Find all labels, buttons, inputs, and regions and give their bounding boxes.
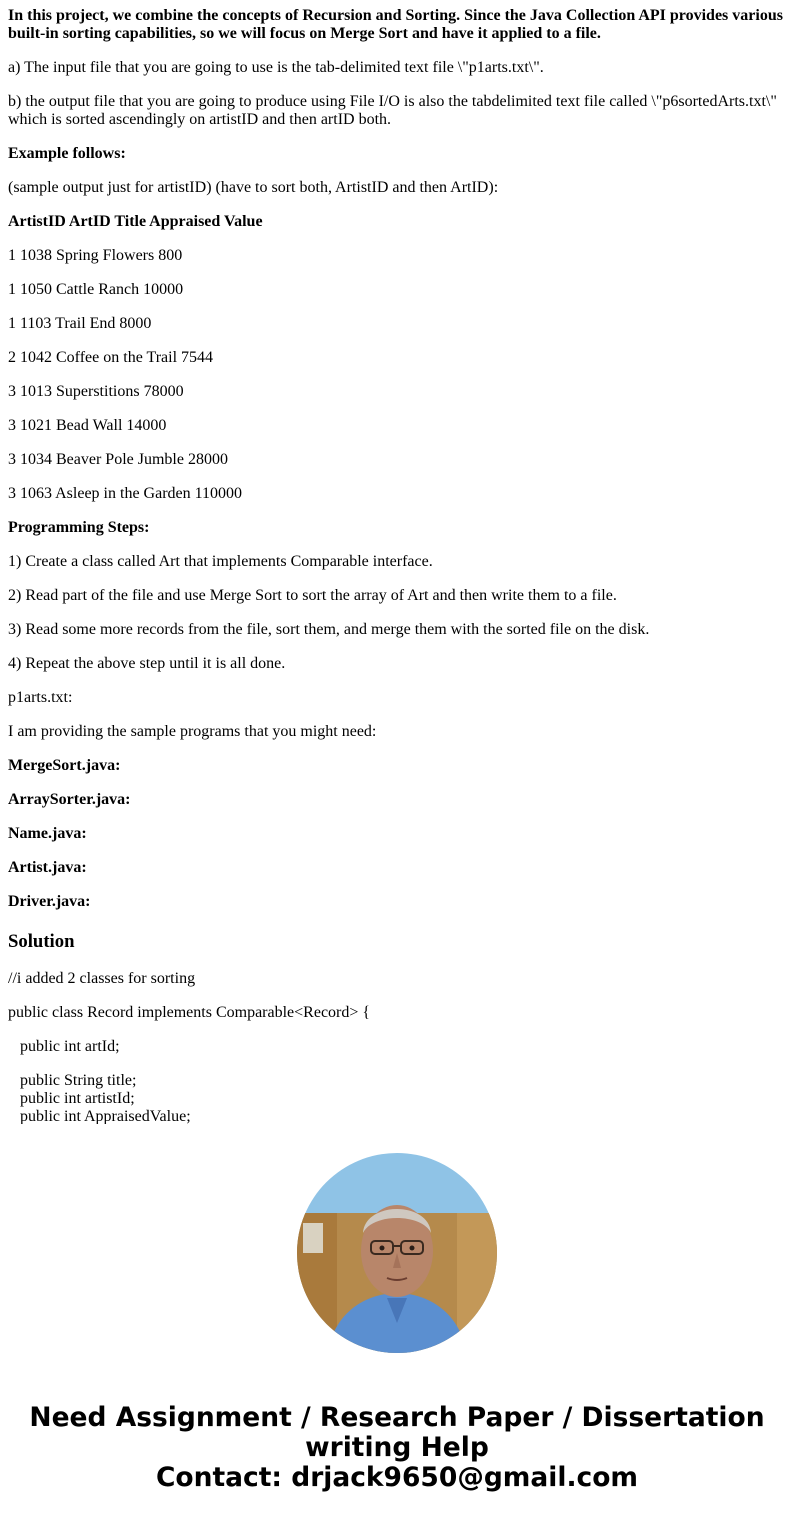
input-file-label: p1arts.txt: bbox=[8, 689, 73, 706]
table-row: 3 1021 Bead Wall 14000 bbox=[8, 417, 167, 434]
code-field-line: public int artistId; bbox=[8, 1090, 135, 1107]
banner-line: Need Assignment / Research Paper / Dissertation bbox=[29, 1402, 765, 1433]
steps-heading: Programming Steps: bbox=[8, 519, 150, 536]
part-b-paragraph: b) the output file that you are going to produce using File I/O is also the tabdelimited text file called \"p6sortedArts.txt\" which is sorted ascendingly on artistID and then artID both. bbox=[8, 93, 777, 128]
promo-banner bbox=[0, 1403, 794, 1493]
file-label-name: Name.java: bbox=[8, 825, 87, 842]
step-item: 1) Create a class called Art that implements Comparable interface. bbox=[8, 553, 433, 570]
providing-text: I am providing the sample programs that you might need: bbox=[8, 723, 377, 740]
table-header: ArtistID ArtID Title Appraised Value bbox=[8, 213, 263, 230]
table-row: 3 1063 Asleep in the Garden 110000 bbox=[8, 485, 243, 502]
table-row: 1 1038 Spring Flowers 800 bbox=[8, 247, 183, 264]
code-field-line: public int AppraisedValue; bbox=[8, 1108, 191, 1124]
step-item: 3) Read some more records from the file, sort them, and merge them with the sorted file on the disk. bbox=[8, 621, 650, 638]
table-row: 3 1034 Beaver Pole Jumble 28000 bbox=[8, 451, 228, 468]
table-row: 3 1013 Superstitions 78000 bbox=[8, 383, 184, 400]
part-a-paragraph: a) The input file that you are going to use is the tab-delimited text file \"p1arts.txt\". bbox=[8, 59, 544, 76]
file-label-artist: Artist.java: bbox=[8, 859, 87, 876]
intro-paragraph: In this project, we combine the concepts of Recursion and Sorting. Since the Java Collection API provides various built-in sorting capabilities, so we will focus on Merge Sort and have it applied to a file. bbox=[8, 7, 783, 42]
code-field-line: public int artId; bbox=[8, 1038, 120, 1055]
author-portrait-image bbox=[297, 1153, 497, 1353]
file-label-mergesort: MergeSort.java: bbox=[8, 757, 121, 774]
table-row: 1 1050 Cattle Ranch 10000 bbox=[8, 281, 184, 298]
solution-heading: Solution bbox=[8, 931, 75, 952]
banner-contact-line: Contact: drjack9650@gmail.com bbox=[155, 1462, 639, 1493]
step-item: 4) Repeat the above step until it is all done. bbox=[8, 655, 286, 672]
code-fields-block bbox=[8, 1038, 788, 1124]
example-heading: Example follows: bbox=[8, 145, 126, 162]
code-comment: //i added 2 classes for sorting bbox=[8, 970, 196, 987]
author-avatar bbox=[297, 1153, 497, 1353]
file-label-driver: Driver.java: bbox=[8, 893, 91, 910]
banner-line: writing Help bbox=[305, 1432, 489, 1463]
code-field-line: public String title; bbox=[8, 1072, 137, 1089]
example-note: (sample output just for artistID) (have to sort both, ArtistID and then ArtID): bbox=[8, 179, 499, 196]
table-row: 2 1042 Coffee on the Trail 7544 bbox=[8, 349, 214, 366]
file-label-arraysorter: ArraySorter.java: bbox=[8, 791, 131, 808]
table-row: 1 1103 Trail End 8000 bbox=[8, 315, 152, 332]
code-class-declaration: public class Record implements Comparable<Record> { bbox=[8, 1004, 371, 1021]
step-item: 2) Read part of the file and use Merge Sort to sort the array of Art and then write them to a file. bbox=[8, 587, 617, 604]
